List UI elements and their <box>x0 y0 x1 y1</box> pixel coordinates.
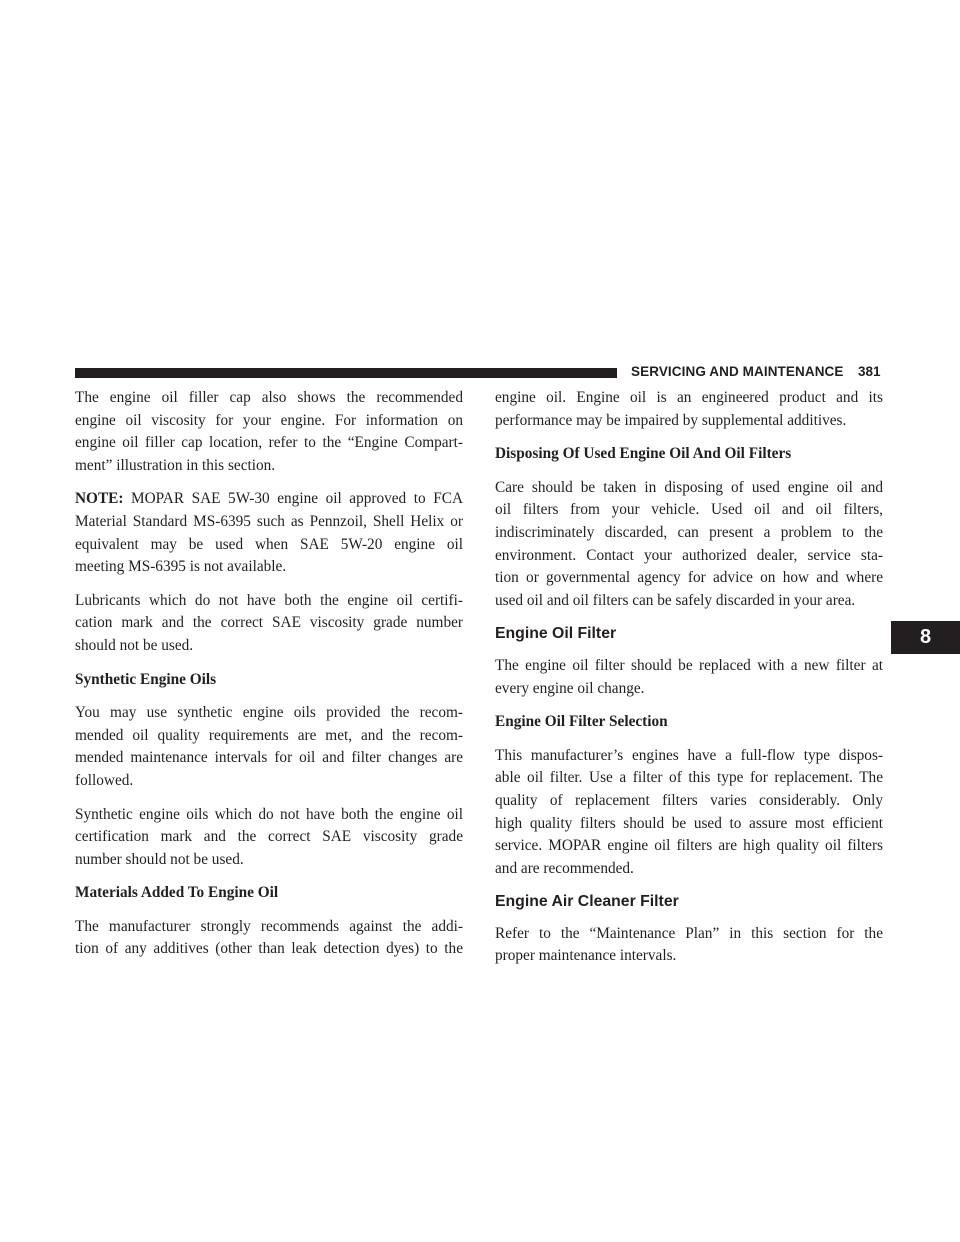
text-line: The manufacturer strongly recommends against the addi- <box>75 917 463 935</box>
heading-air-cleaner-filter: Engine Air Cleaner Filter <box>495 893 679 911</box>
text-line: engine oil filler cap location, refer to the “Engine Compart- <box>75 434 463 452</box>
note-label: NOTE: <box>75 490 124 508</box>
section-title: SERVICING AND MAINTENANCE <box>631 364 844 379</box>
paragraph-filler-cap <box>75 387 463 477</box>
paragraph-additives <box>75 916 463 961</box>
text-line: indiscriminately discarded, can present a problem to the <box>495 523 883 541</box>
heading-materials-added: Materials Added To Engine Oil <box>75 884 279 902</box>
paragraph-oil-filter <box>495 655 883 700</box>
text-line: mended oil quality requirements are met, and the recom- <box>75 726 463 744</box>
text-line <box>75 488 463 511</box>
text-line: engine oil viscosity for your engine. For information on <box>75 411 463 429</box>
text-line: equivalent may be used when SAE 5W-20 engine oil <box>75 535 463 553</box>
text-line: quality of replacement filters varies considerably. Only <box>495 791 883 809</box>
text-line: certification mark and the correct SAE viscosity grade <box>75 828 463 846</box>
heading-disposing: Disposing Of Used Engine Oil And Oil Filters <box>495 445 792 463</box>
text-line: mended maintenance intervals for oil and filter changes are <box>75 749 463 767</box>
text-line: oil filters from your vehicle. Used oil and oil filters, <box>495 501 883 519</box>
heading-engine-oil-filter: Engine Oil Filter <box>495 625 617 643</box>
text-line: engine oil. Engine oil is an engineered product and its <box>495 389 883 406</box>
left-column <box>75 387 463 972</box>
paragraph-synthetic-warning <box>75 804 463 872</box>
header-rule <box>75 368 617 378</box>
text-line: tion or governmental agency for advice on how and where <box>495 569 883 587</box>
note-text: MOPAR SAE 5W-30 engine oil approved to FCA <box>123 490 463 508</box>
text-line: Refer to the “Maintenance Plan” in this section for the <box>495 924 883 942</box>
text-line: followed. <box>75 771 134 789</box>
text-line: The engine oil filler cap also shows the recommended <box>75 389 463 406</box>
text-line: environment. Contact your authorized dealer, service sta- <box>495 546 883 564</box>
page-number: 381 <box>858 364 881 379</box>
text-line: The engine oil filter should be replaced with a new filter at <box>495 656 883 674</box>
text-line: used oil and oil filters can be safely discarded in your area. <box>495 591 856 609</box>
paragraph-disposing <box>495 477 883 613</box>
text-line: cation mark and the correct SAE viscosity grade number <box>75 614 463 632</box>
text-line: tion of any additives (other than leak detection dyes) to the <box>75 940 463 958</box>
text-line: Material Standard MS-6395 such as Pennzoil, Shell Helix or <box>75 512 463 530</box>
text-line: You may use synthetic engine oils provided the recom- <box>75 704 463 722</box>
heading-synthetic-engine-oils: Synthetic Engine Oils <box>75 670 217 688</box>
paragraph-filter-selection <box>495 745 883 881</box>
text-line: able oil filter. Use a filter of this type for replacement. The <box>495 769 883 787</box>
paragraph-additives-continued <box>495 387 883 432</box>
text-line: high quality filters should be used to assure most efficient <box>495 814 883 832</box>
text-line: ment” illustration in this section. <box>75 456 276 474</box>
text-line: every engine oil change. <box>495 679 645 697</box>
paragraph-air-cleaner <box>495 923 883 968</box>
right-column <box>495 387 883 979</box>
paragraph-synthetic-use <box>75 702 463 792</box>
chapter-tab: 8 <box>891 621 960 654</box>
text-line: and are recommended. <box>495 859 634 877</box>
text-line: service. MOPAR engine oil filters are high quality oil filters <box>495 837 883 855</box>
text-line: proper maintenance intervals. <box>495 947 677 965</box>
text-line: Lubricants which do not have both the engine oil certifi- <box>75 591 463 609</box>
heading-filter-selection: Engine Oil Filter Selection <box>495 713 668 731</box>
text-line: should not be used. <box>75 636 194 654</box>
text-line: Care should be taken in disposing of used engine oil and <box>495 478 883 496</box>
note-paragraph <box>75 488 463 578</box>
paragraph-lubricants <box>75 590 463 658</box>
text-line: Synthetic engine oils which do not have both the engine oil <box>75 805 463 823</box>
text-line: This manufacturer’s engines have a full-flow type dispos- <box>495 746 883 764</box>
text-line: meeting MS-6395 is not available. <box>75 558 287 576</box>
text-line: performance may be impaired by supplemental additives. <box>495 411 847 429</box>
text-line: number should not be used. <box>75 850 244 868</box>
